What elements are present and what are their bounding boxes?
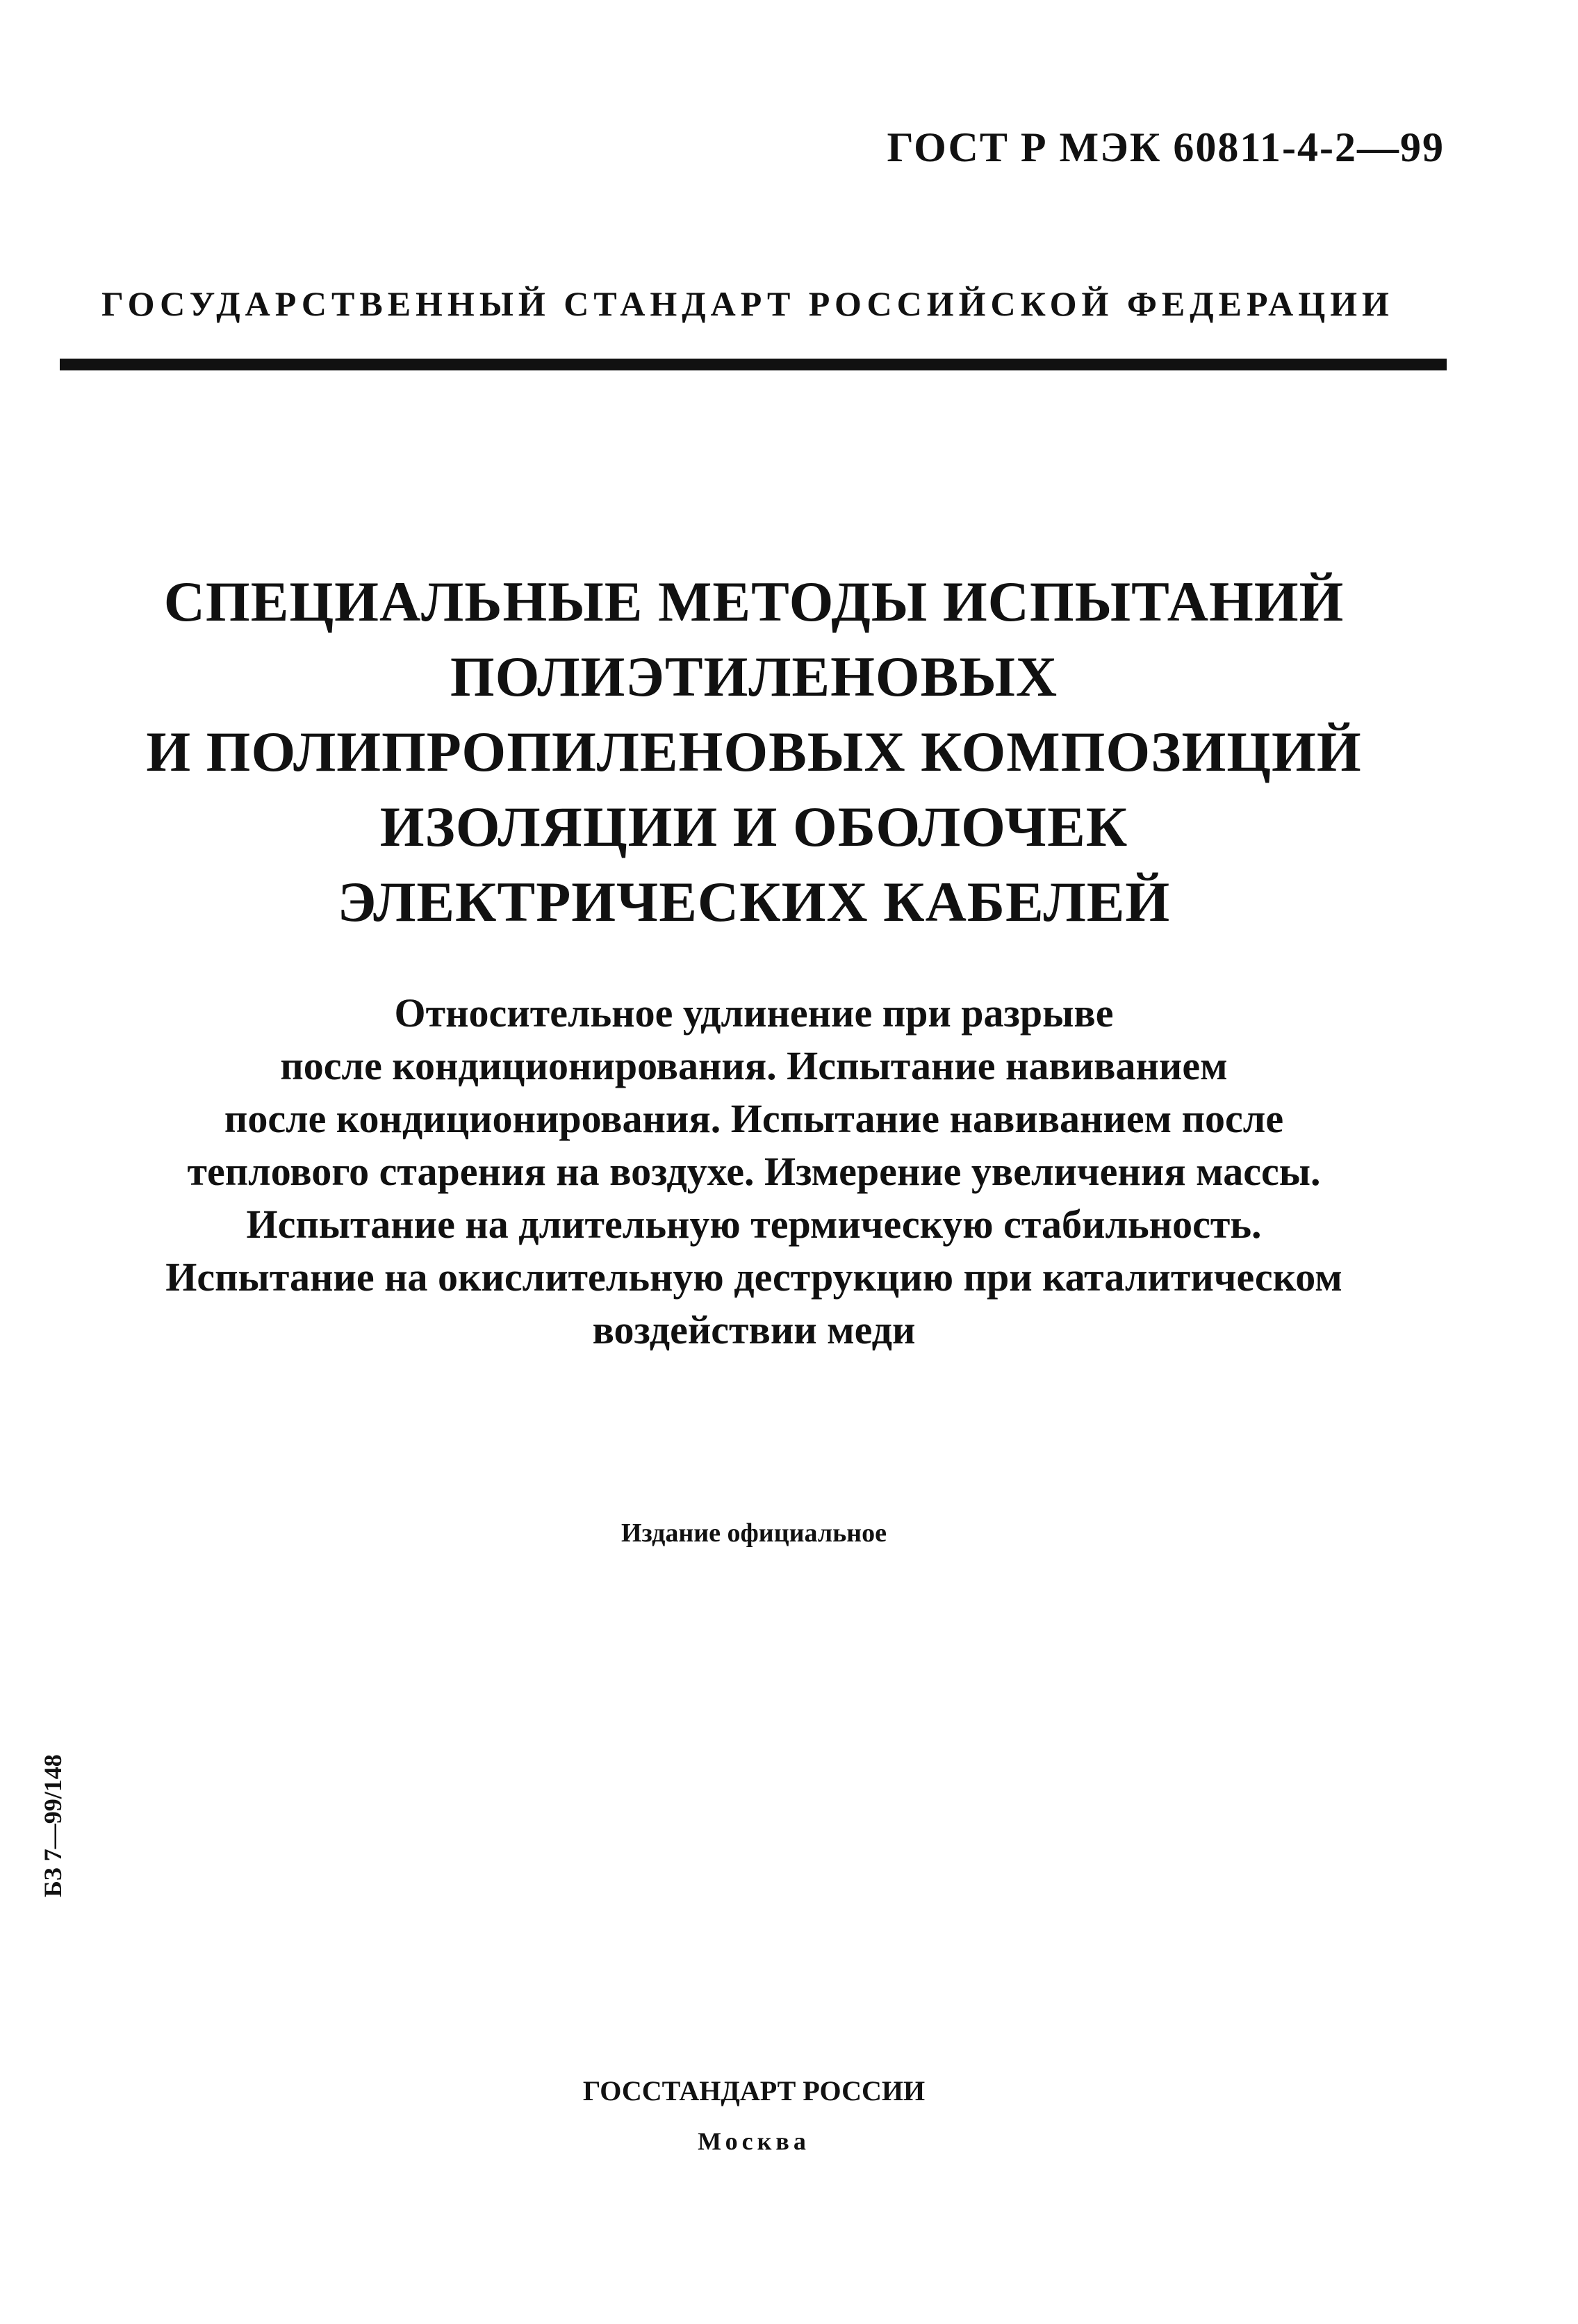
publisher: ГОССТАНДАРТ РОССИИ <box>582 2075 926 2106</box>
subtitle-line: Испытание на окислительную деструкцию при каталитическом <box>165 1254 1342 1300</box>
title-line: ЭЛЕКТРИЧЕСКИХ КАБЕЛЕЙ <box>337 870 1171 933</box>
subtitle-line: после кондиционирования. Испытание навиванием <box>280 1043 1228 1088</box>
issuing-authority: ГОСУДАРСТВЕННЫЙ СТАНДАРТ РОССИЙСКОЙ ФЕДЕРАЦИИ <box>101 284 1394 323</box>
main-title <box>42 564 1466 940</box>
subtitle-line: Испытание на длительную термическую стабильность. <box>246 1202 1262 1247</box>
publication-city: Москва <box>698 2127 810 2155</box>
header-divider <box>60 359 1447 370</box>
subtitle-line: после кондиционирования. Испытание навиванием после <box>224 1096 1284 1141</box>
subtitle-line: Относительное удлинение при разрыве <box>394 990 1114 1036</box>
title-line: И ПОЛИПРОПИЛЕНОВЫХ КОМПОЗИЦИЙ <box>146 720 1362 783</box>
edition-label: Издание официальное <box>620 1519 887 1548</box>
title-line: ИЗОЛЯЦИИ И ОБОЛОЧЕК <box>379 795 1128 858</box>
title-line: ПОЛИЭТИЛЕНОВЫХ <box>450 645 1058 708</box>
catalog-code: БЗ 7—99/148 <box>39 1754 67 1897</box>
standard-code: ГОСТ Р МЭК 60811-4-2—99 <box>887 124 1445 170</box>
subtitle-line: теплового старения на воздухе. Измерение увеличения массы. <box>187 1149 1321 1194</box>
subtitle <box>42 987 1466 1357</box>
subtitle-line: воздействии меди <box>592 1307 916 1352</box>
title-line: СПЕЦИАЛЬНЫЕ МЕТОДЫ ИСПЫТАНИЙ <box>163 570 1345 633</box>
